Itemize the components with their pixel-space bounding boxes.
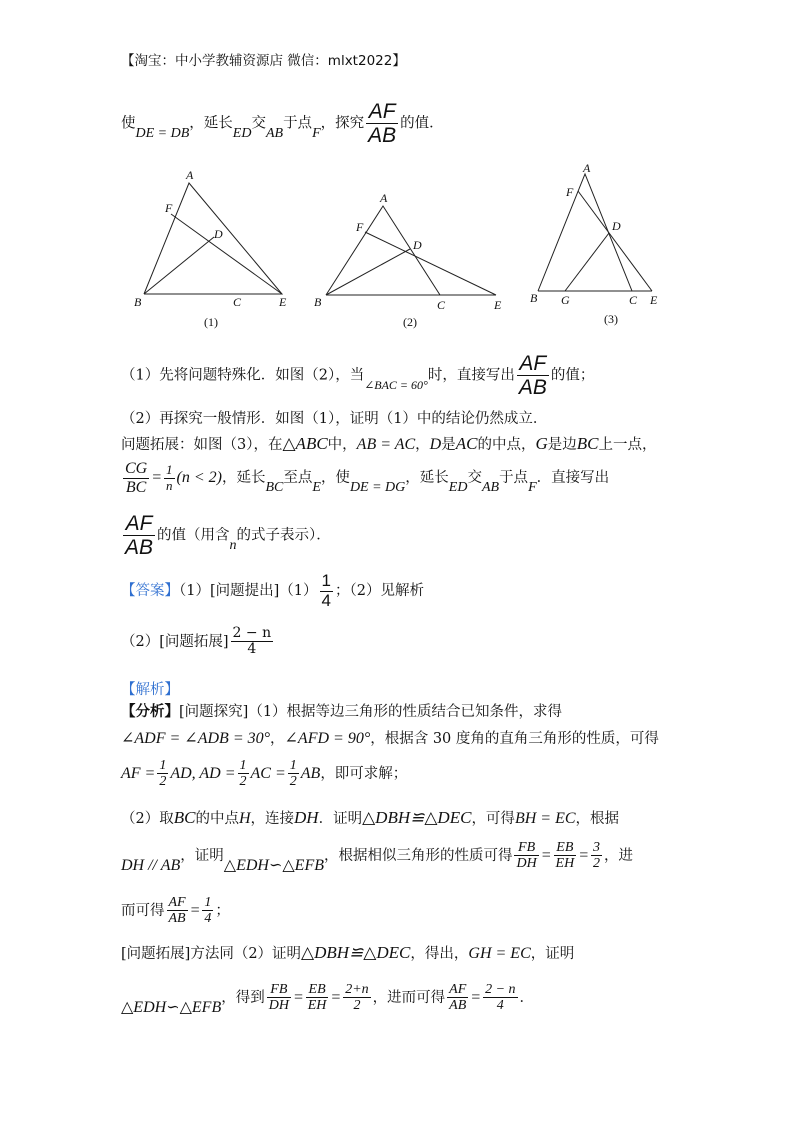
figure-2-labels: [314, 191, 502, 329]
label-D: D: [214, 227, 223, 241]
intro-line: [121, 100, 444, 147]
caption-3: (3): [604, 312, 618, 326]
question-1: （1）先将问题特殊化．如图（2），当$_{\angle BAC = 60^\circ}$时，直接写出 $\frac{AF}{AB}$ 的值；: [121, 352, 595, 400]
label-D: D: [612, 219, 621, 233]
answer-line-1: 【答案】（1）[问题提出]（1） $\frac{1}{4}$ ；（2）见解析: [121, 571, 424, 610]
label-A: A: [380, 191, 388, 205]
label-C: C: [629, 293, 638, 307]
label-G: G: [561, 293, 570, 307]
label-B: B: [530, 291, 538, 305]
math: DE = DB: [135, 125, 190, 141]
figure-3: [538, 174, 652, 291]
math: ED: [232, 125, 252, 141]
text: 使: [121, 115, 136, 132]
label-C: C: [233, 295, 242, 309]
label-E: E: [279, 295, 287, 309]
text: ，延长: [189, 115, 233, 132]
geometry-figures: [120, 160, 680, 335]
text: 交: [251, 115, 266, 132]
analysis-p2: ∠ADF = ∠ADB = 30°，∠AFD = 90°，根据含 30 度角的直角三角形的性质，可得: [121, 730, 659, 747]
fraction: $\frac{AF}{AB}$: [125, 512, 154, 560]
extension-line-3: $\frac{AF}{AB}$ 的值（用含n的式子表示）．: [125, 512, 331, 560]
label-F: F: [165, 201, 173, 215]
fraction: $\frac{AF}{AB}$: [368, 100, 397, 148]
label-D: D: [413, 238, 422, 252]
analysis-p3: AF = $\frac{1}{2}$ AD, AD = $\frac{1}{2}$ AC = $\frac{1}{2}$ AB，即可求解；: [121, 758, 408, 790]
fraction: $\frac{2 - n}{4}$: [232, 625, 272, 658]
label-E: E: [650, 293, 658, 307]
fraction: $\frac{1}{4}$: [321, 571, 331, 610]
math: F: [312, 125, 321, 141]
label-F: F: [566, 185, 574, 199]
header-banner: 【淘宝：中小学教辅资源店 微信：mlxt2022】: [121, 53, 406, 69]
label-A: A: [186, 168, 194, 182]
label-B: B: [314, 295, 322, 309]
figure-1-labels: [134, 168, 287, 329]
answer-line-2: （2）[问题拓展] $\frac{2 - n}{4}$: [121, 625, 272, 658]
label-E: E: [494, 298, 502, 312]
figure-3-labels: [530, 161, 658, 326]
fraction: $\frac{1}{n}$: [166, 462, 173, 493]
label-C: C: [437, 298, 446, 312]
figure-1: [144, 183, 282, 294]
figure-2: [326, 206, 496, 295]
fraction: $\frac{CG}{BC}$: [125, 460, 148, 496]
extension-line-1: 问题拓展：如图（3），在△ABC中，AB = AC，D是AC的中点，G是边BC上一点，: [121, 434, 657, 453]
math: AB: [265, 125, 284, 141]
question-2: （2）再探究一般情形．如图（1），证明（1）中的结论仍然成立．: [121, 411, 548, 427]
analysis-p6: 而可得 $\frac{AF}{AB}$ = $\frac{1}{4}$ ；: [121, 895, 230, 927]
caption-1: (1): [204, 315, 218, 329]
text: 于点: [283, 115, 313, 132]
analysis-p7: [问题拓展]方法同（2）证明△DBH≌△DEC，得出，GH = EC，证明: [121, 943, 575, 962]
analysis-p5: DH // AB，证明△EDH∽△EFB，根据相似三角形的性质可得 $\frac{FB}{DH}$ = $\frac{EB}{EH}$ = $\frac{3}{2}$ ，进: [121, 840, 633, 874]
analysis-p4: （2）取BC的中点H，连接DH．证明△DBH≌△DEC，可得BH = EC，根据: [121, 808, 620, 827]
label-F: F: [356, 220, 364, 234]
analysis-p8: △EDH∽△EFB，得到 $\frac{FB}{DH}$ = $\frac{EB}{EH}$ = $\frac{2+n}{2}$ ，进而可得 $\frac{AF}{AB}$ = $\frac{2 - n}{4}$ ．: [121, 982, 535, 1016]
label-A: A: [583, 161, 591, 175]
analysis-tag: 【解析】: [121, 682, 179, 698]
fraction: $\frac{AF}{AB}$: [518, 352, 547, 400]
text: ，探究: [320, 115, 365, 132]
analysis-p1: 【分析】[问题探究]（1）根据等边三角形的性质结合已知条件，求得: [121, 703, 563, 720]
math: ∠BAC = 60°: [364, 377, 428, 392]
answer-tag: 【答案】: [121, 583, 179, 600]
text: 的值．: [400, 115, 444, 132]
label-B: B: [134, 295, 142, 309]
caption-2: (2): [403, 315, 417, 329]
extension-line-2: $\frac{CG}{BC}$ = $\frac{1}{n}$ (n < 2)，延长BC至点E，使DE = DG，延长ED交AB于点F．直接写出: [125, 460, 610, 496]
